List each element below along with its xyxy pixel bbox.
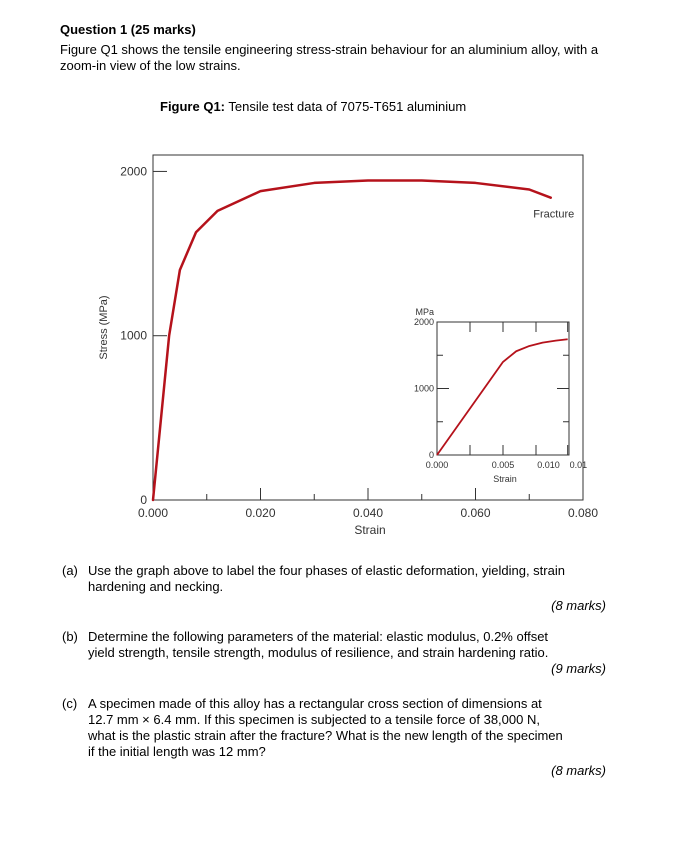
figure-caption-label: Figure Q1: [160,99,226,114]
inset-y-tick-label: 1000 [413,383,434,394]
main-x-tick-label: 0.020 [245,506,276,520]
part-b-line-1: Determine the following parameters of the material: elastic modulus, 0.2% offset [88,629,549,644]
part-a-marks: (8 marks) [551,598,606,613]
main-y-tick-label: 0 [140,493,147,507]
question-intro: Figure Q1 shows the tensile engineering stress-strain behaviour for an aluminium alloy, with a zoom-in view of the low strains. [60,42,599,73]
figure-caption-text: Tensile test data of 7075-T651 aluminium [228,99,467,114]
inset-y-unit-label: MPa [415,307,434,317]
main-x-tick-label: 0.000 [137,506,169,520]
part-c-line-2: 12.7 mm × 6.4 mm. If this specimen is subjected to a tensile force of 38,000 N, [88,712,540,727]
main-x-tick-label: 0.040 [352,506,384,520]
part-c-line-4: if the initial length was 12 mm? [88,744,266,759]
part-c-label: (c) [62,696,78,711]
part-c-line-1: A specimen made of this alloy has a rectangular cross section of dimensions at [88,696,542,711]
main-x-axis-label: Strain [354,523,386,537]
part-a [62,563,622,603]
part-a-line-1: Use the graph above to label the four phases of elastic deformation, yielding, strain [88,563,565,578]
main-y-tick-label: 1000 [120,328,147,343]
part-c [62,696,622,768]
part-c-line-3: what is the plastic strain after the fracture? What is the new length of the specimen [88,728,563,743]
inset-x-tick-label: 0.000 [425,460,449,470]
inset-x-tick-label: 0.010 [537,460,560,470]
question-title: Question 1 (25 marks) [60,22,196,37]
part-b-marks: (9 marks) [551,661,606,676]
main-x-tick-label: 0.060 [460,506,491,520]
inset-x-axis-label: Strain [493,474,517,484]
part-a-line-2: hardening and necking. [88,579,224,594]
main-x-tick-label: 0.080 [567,506,599,520]
part-a-label: (a) [62,563,78,578]
part-b-label: (b) [62,629,78,644]
inset-x-tick-label: 0.005 [491,460,515,470]
fracture-annotation: Fracture [533,208,575,221]
main-y-tick-label: 2000 [120,164,147,179]
part-c-marks: (8 marks) [551,763,606,778]
inset-y-tick-label: 2000 [413,317,434,327]
inset-x-tick-label: 0.01 [569,460,588,470]
inset-y-tick-label: 0 [428,450,434,460]
main-y-axis-label: Stress (MPa) [98,295,110,360]
part-b-line-2: yield strength, tensile strength, modulus of resilience, and strain hardening ratio. [88,645,549,660]
